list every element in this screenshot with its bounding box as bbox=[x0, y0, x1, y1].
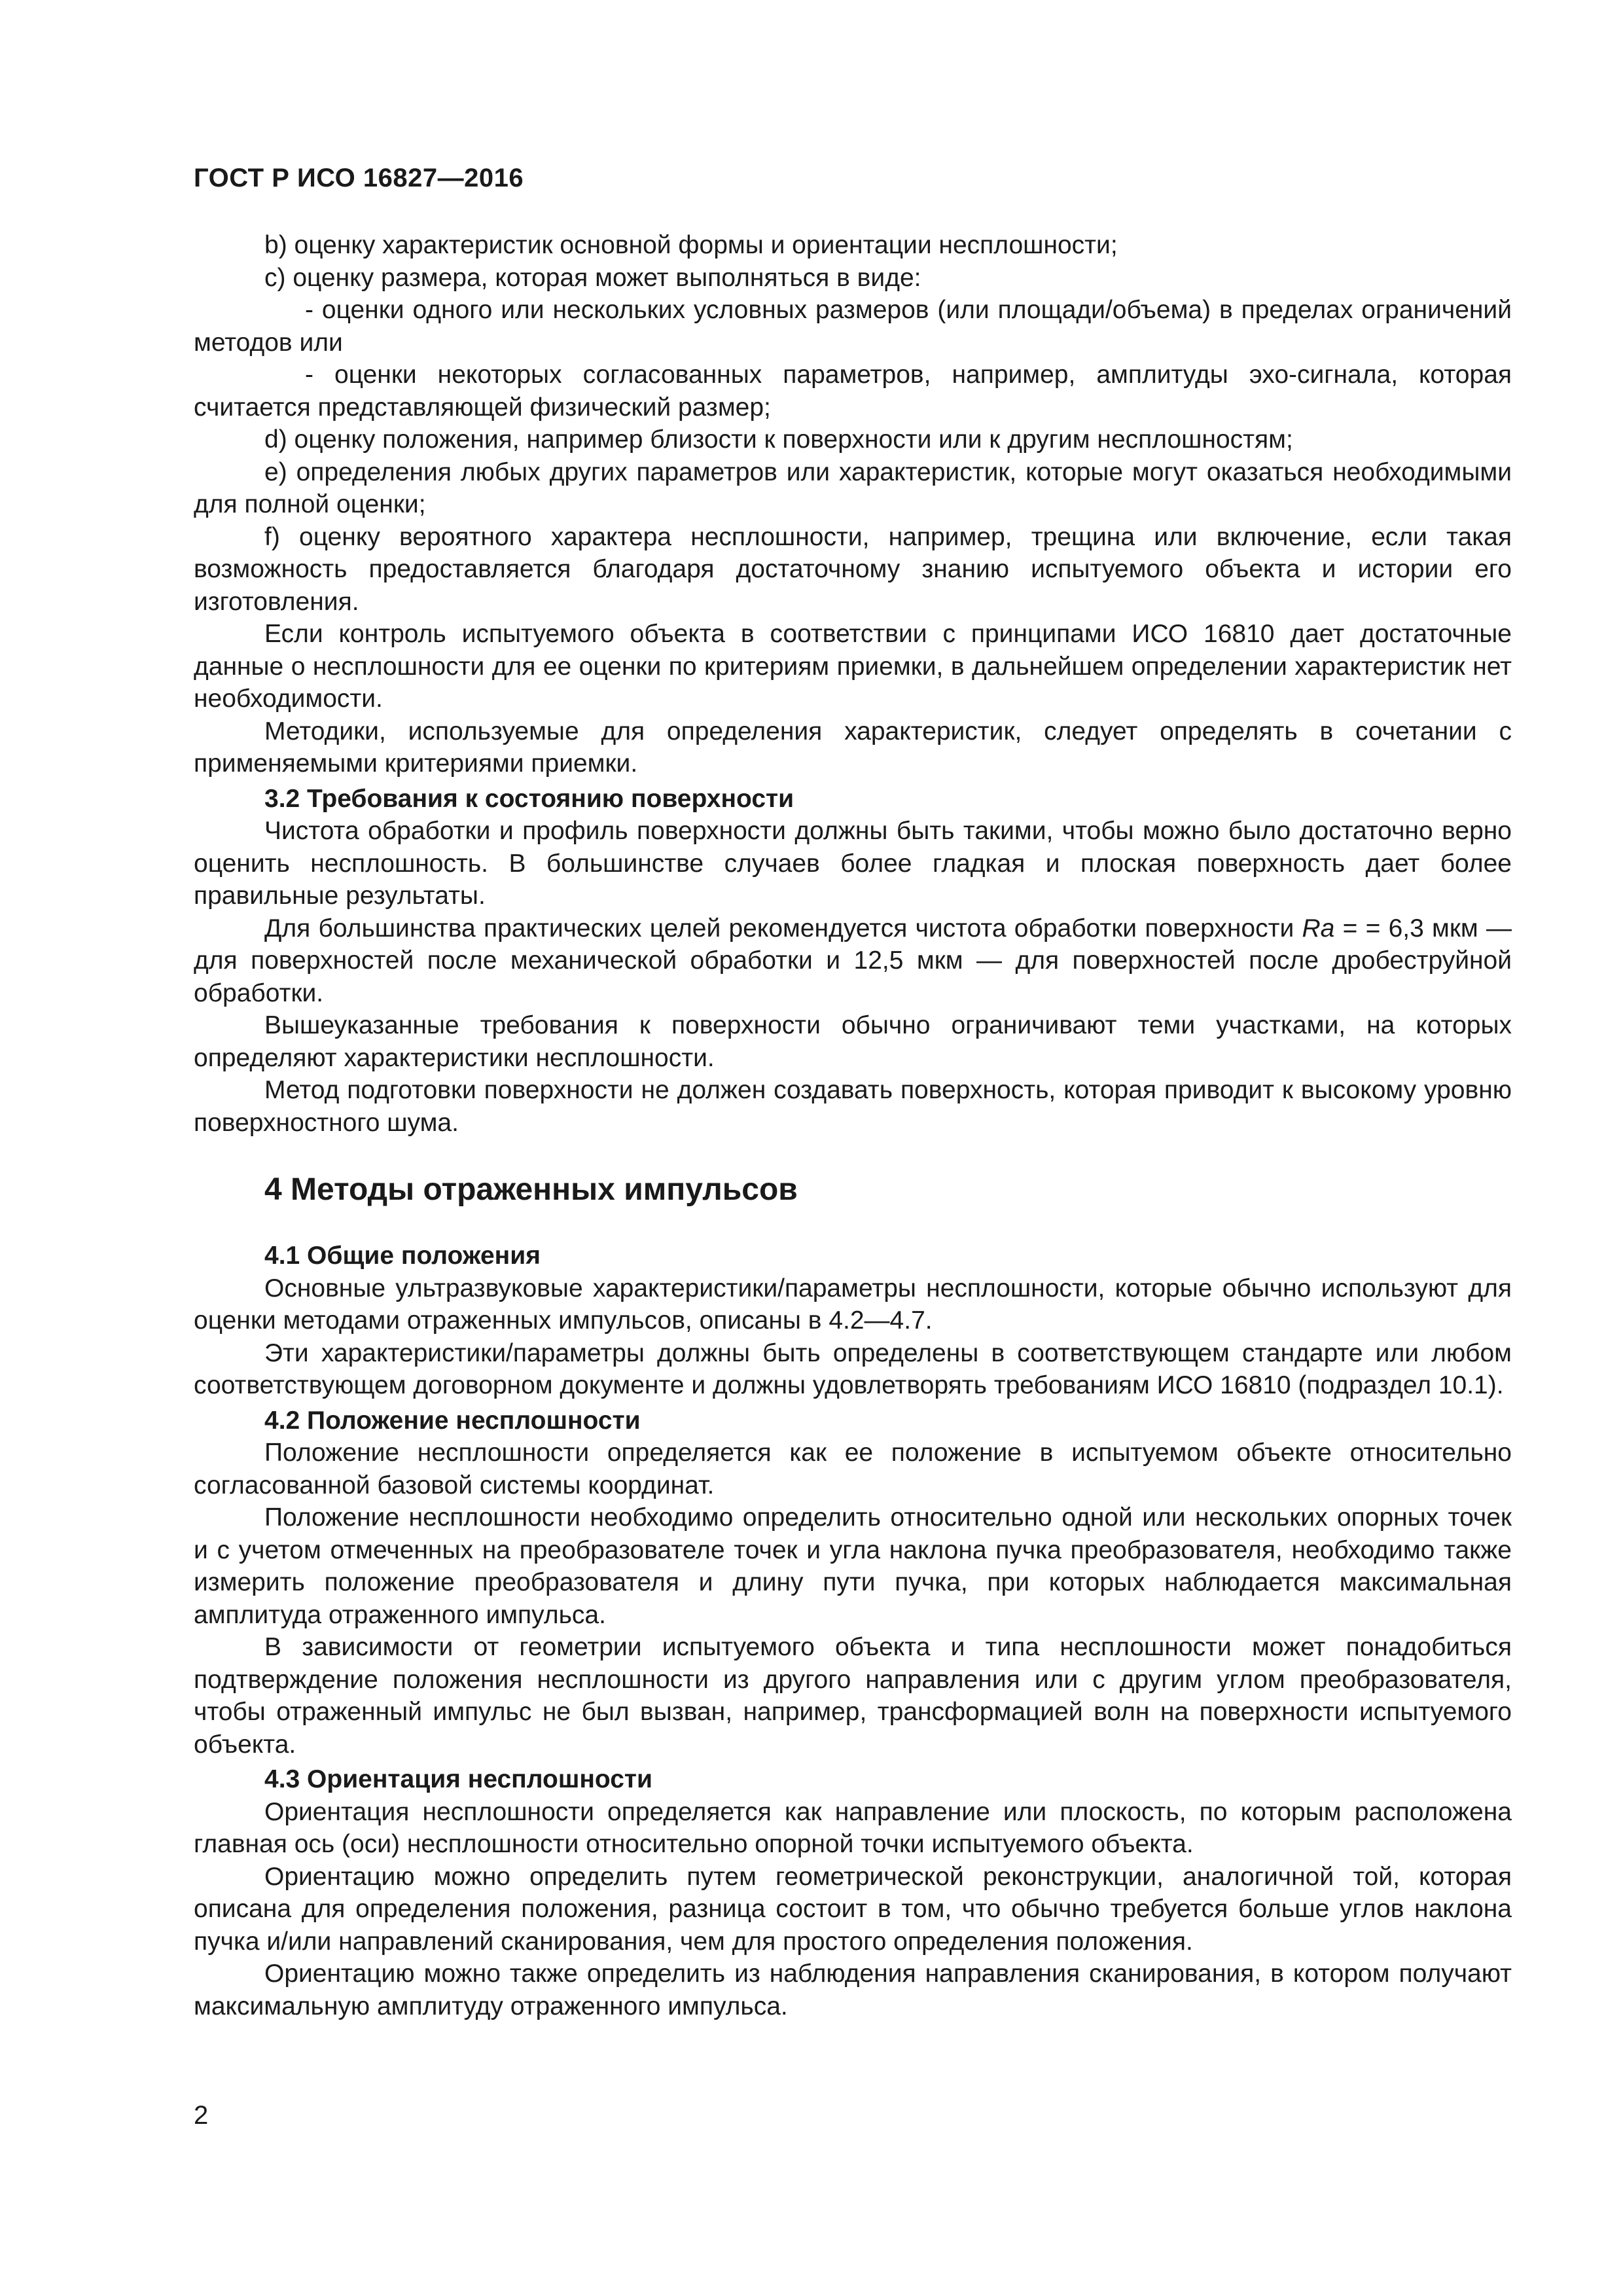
paragraph-text: = = 6,3 мкм — для поверхностей после механической обработки и 12,5 мкм — для поверхностей после дробеструйной обработки. bbox=[194, 914, 1512, 1007]
paragraph: Положение несплошности необходимо определить относительно одной или нескольких опорных точек и с учетом отмеченных на преобразователе точек и угла наклона пучка преобразователя, необходимо также измерить положение преобразователя и длину пути пучка, при которых наблюдается максимальная амплитуда отраженного импульса. bbox=[194, 1503, 1512, 1629]
paragraph: Эти характеристики/параметры должны быть определены в соответствующем стандарте или любом соответствующем договорном документе и должны удовлетворять требованиям ИСО 16810 (подраздел 10.1). bbox=[194, 1338, 1512, 1399]
paragraph-text: Для большинства практических целей рекомендуется чистота обработки поверхности bbox=[264, 914, 1302, 942]
paragraph: Если контроль испытуемого объекта в соответствии с принципами ИСО 16810 дает достаточные данные о несплошности для ее оценки по критериям приемки, в дальнейшем определении характеристик нет необходимости. bbox=[194, 620, 1512, 713]
document-body bbox=[194, 229, 1512, 2022]
document-code-header: ГОСТ Р ИСО 16827—2016 bbox=[194, 164, 524, 192]
subsection-heading-4-2: 4.2 Положение несплошности bbox=[264, 1406, 641, 1435]
paragraph: Ориентацию можно также определить из наблюдения направления сканирования, в котором получают максимальную амплитуду отраженного импульса. bbox=[194, 1960, 1512, 2020]
paragraph-roughness bbox=[194, 912, 1512, 1010]
list-item-f: f) оценку вероятного характера несплошности, например, трещина или включение, если такая возможность предоставляется благодаря достаточному знанию испытуемого объекта и истории его изготовления. bbox=[194, 522, 1512, 616]
page-number: 2 bbox=[194, 2101, 209, 2130]
paragraph: Метод подготовки поверхности не должен создавать поверхность, которая приводит к высокому уровню поверхностного шума. bbox=[194, 1076, 1512, 1137]
dash-item-2: - оценки некоторых согласованных параметров, например, амплитуды эхо-сигнала, которая считается представляющей физический размер; bbox=[194, 361, 1512, 422]
list-item-d: d) оценку положения, например близости к поверхности или к другим несплошностям; bbox=[264, 425, 1293, 454]
section-heading-4: 4 Методы отраженных импульсов bbox=[264, 1172, 798, 1207]
paragraph: Методики, используемые для определения характеристик, следует определять в сочетании с применяемыми критериями приемки. bbox=[194, 717, 1512, 778]
paragraph: Чистота обработки и профиль поверхности должны быть такими, чтобы можно было достаточно верно оценить несплошность. В большинстве случаев более гладкая и плоская поверхность дает более правильные результаты. bbox=[194, 817, 1512, 910]
paragraph: Положение несплошности определяется как ее положение в испытуемом объекте относительно согласованной базовой системы координат. bbox=[194, 1439, 1512, 1499]
paragraph: Ориентацию можно определить путем геометрической реконструкции, аналогичной той, которая описана для определения положения, разница состоит в том, что обычно требуется больше углов наклона пучка и/или направлений сканирования, чем для простого определения положения. bbox=[194, 1862, 1512, 1956]
subsection-heading-3-2: 3.2 Требования к состоянию поверхности bbox=[264, 784, 794, 813]
list-item-e: e) определения любых других параметров или характеристик, которые могут оказаться необходимыми для полной оценки; bbox=[194, 457, 1512, 518]
dash-item-1: - оценки одного или нескольких условных размеров (или площади/объема) в пределах ограничений методов или bbox=[194, 296, 1512, 357]
paragraph: В зависимости от геометрии испытуемого объекта и типа несплошности может понадобиться подтверждение положения несплошности из другого направления или с другим углом преобразователя, чтобы отраженный импульс не был вызван, например, трансформацией волн на поверхности испытуемого объекта. bbox=[194, 1633, 1512, 1759]
list-item-b: b) оценку характеристик основной формы и ориентации несплошности; bbox=[264, 231, 1118, 259]
paragraph: Вышеуказанные требования к поверхности обычно ограничивают теми участками, на которых определяют характеристики несплошности. bbox=[194, 1011, 1512, 1072]
paragraph: Основные ультразвуковые характеристики/параметры несплошности, которые обычно используют для оценки методами отраженных импульсов, описаны в 4.2—4.7. bbox=[194, 1274, 1512, 1335]
subsection-heading-4-1: 4.1 Общие положения bbox=[264, 1242, 541, 1270]
roughness-symbol: Ra bbox=[1302, 914, 1335, 942]
list-item-c: c) оценку размера, которая может выполняться в виде: bbox=[264, 263, 921, 292]
paragraph: Ориентация несплошности определяется как направление или плоскость, по которым расположена главная ось (оси) несплошности относительно опорной точки испытуемого объекта. bbox=[194, 1797, 1512, 1858]
subsection-heading-4-3: 4.3 Ориентация несплошности bbox=[264, 1765, 652, 1793]
